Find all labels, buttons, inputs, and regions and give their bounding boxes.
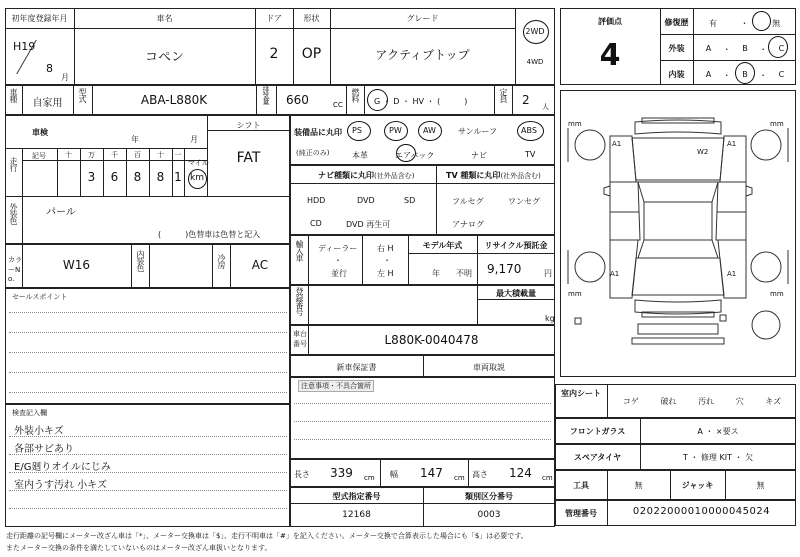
kg-unit: kg [545, 314, 555, 323]
navi-item: CD [310, 219, 322, 228]
equipment-item: TV [525, 150, 536, 159]
color-no: W16 [62, 258, 91, 272]
tools-label: 工具 [573, 481, 589, 490]
option: 有 [708, 19, 717, 28]
score-label: 評価点 [598, 17, 622, 26]
option: ・ [740, 19, 749, 28]
color-no-label: カラーNo. [8, 256, 22, 283]
exterior-grades [700, 44, 790, 55]
inspector-label: 検査記入欄 [12, 409, 47, 417]
height-label: 高さ [472, 470, 488, 479]
parallel: 並行 [331, 269, 347, 278]
mileage-digit: 8 [156, 170, 165, 184]
shape-label: 形状 [303, 14, 320, 23]
mgmt-label: 管理番号 [565, 509, 597, 518]
option: キズ [765, 397, 782, 406]
color-value: パール [46, 207, 76, 218]
recycle-value: 9,170 [487, 262, 522, 276]
equipment-item: PS [352, 126, 362, 135]
exterior-label: 外装 [668, 44, 685, 53]
notes-label: 注意事項・不具合箇所 [298, 380, 374, 392]
model-no: 12168 [342, 510, 371, 520]
model-year-label: モデル年式 [422, 241, 463, 250]
digit-header: 十 [157, 151, 164, 159]
length-value: 339 [330, 466, 353, 480]
cc-unit: CC [333, 101, 343, 109]
inspector-note: 室内うす汚れ 小キズ [14, 480, 107, 491]
dealer-sep: ・ [334, 256, 342, 265]
navi-item: SD [404, 196, 416, 205]
option: ・ [722, 71, 731, 80]
mark-w2: W2 [697, 148, 709, 156]
tools-value: 無 [634, 481, 643, 490]
equipment-item: サンルーフ [458, 127, 497, 136]
option: B [742, 70, 748, 79]
interior-label: 内装 [668, 70, 685, 79]
mileage-digit: 6 [110, 170, 119, 184]
option: 破れ [660, 397, 677, 406]
option: コゲ [622, 397, 639, 406]
equipment-item: ABS [521, 126, 537, 135]
equipment-label: 装備品に丸印 [294, 128, 342, 137]
mileage-digit: 8 [133, 170, 142, 184]
option: 無 [772, 19, 781, 28]
option: A [705, 70, 712, 79]
mark-a1-right: A1 [727, 140, 737, 148]
manual: 車両取説 [473, 363, 505, 372]
equipment-sublabel: (純正のみ) [296, 149, 330, 157]
model: ABA-L880K [140, 93, 208, 107]
mark-a1-rl: A1 [610, 270, 620, 278]
option: A [705, 44, 712, 53]
car-name: コペン [144, 50, 184, 65]
registration-label: 登録番号 [295, 287, 304, 315]
mm-mark-1: mm [568, 120, 582, 128]
spare-label: スペアタイヤ [573, 453, 622, 462]
mileage-label: 走行 [9, 157, 18, 171]
tv-item: ワンセグ [508, 197, 540, 206]
door-label: ドア [266, 14, 282, 23]
navi-label: ナビ種類に丸印(社外品含む) [318, 171, 415, 180]
option: 穴 [735, 397, 744, 406]
option: C [778, 44, 785, 53]
displacement-label: 排気量 [262, 86, 270, 104]
option: ・ [759, 71, 768, 80]
color-label: 外装色 [9, 203, 18, 224]
recycle-label: リサイクル預託金 [484, 241, 548, 250]
displacement: 660 [286, 93, 309, 107]
wheel-fr [751, 130, 781, 160]
digit-header: 一 [174, 151, 182, 159]
month-unit: 月 [61, 73, 69, 82]
option: 汚れ [698, 397, 715, 406]
shift: FAT [236, 150, 261, 166]
repair-label: 修復歴 [664, 18, 689, 27]
capacity: 2 [522, 93, 530, 107]
option: ・ [722, 45, 731, 54]
mark-a1-left: A1 [612, 140, 622, 148]
navi-item: DVD 再生可 [346, 220, 391, 229]
class-no: 0003 [477, 510, 501, 520]
inspector-note: E/G廻りオイルにじみ [14, 462, 111, 473]
h-sep: ・ [383, 256, 391, 265]
category: 自家用 [32, 98, 63, 109]
equipment-item: PW [389, 126, 402, 135]
navi-item: DVD [357, 196, 375, 205]
tv-label: TV 種類に丸印(社外品含む) [446, 171, 541, 180]
drive-2wd: 2WD [525, 27, 545, 36]
model-label: 型式 [78, 88, 87, 102]
wheel-fl [575, 130, 605, 160]
navi-item: HDD [307, 196, 326, 205]
digit-header: 万 [88, 151, 95, 159]
mgmt-value: 02022000010000045024 [632, 506, 771, 517]
inspection-year-unit: 年 [131, 135, 139, 144]
shift-label: シフト [236, 121, 261, 130]
category-label: 車種 [9, 88, 18, 102]
left-h: 左 H [377, 269, 394, 278]
digit-header: 百 [134, 151, 141, 159]
spare-value: T ・ 修理 KIT ・ 欠 [682, 453, 754, 462]
doors: 2 [269, 46, 279, 62]
first-reg-year: H19 [13, 40, 36, 53]
mileage-unit-label: マイル [188, 159, 209, 167]
chassis-value: L880K-0040478 [384, 333, 479, 347]
km-unit: km [190, 173, 204, 183]
shape: OP [301, 46, 322, 62]
first-reg-label: 初年度登録年月 [11, 14, 68, 23]
drive-4wd: 4WD [526, 58, 544, 66]
ac: AC [251, 258, 269, 272]
first-reg-month: 8 [46, 62, 53, 75]
inspector-note: 外装小キズ [14, 426, 64, 437]
fuel-options: G ・ D ・ HV ・ ( ) [374, 97, 468, 106]
option: C [778, 70, 785, 79]
mileage-digit: 1 [174, 170, 182, 184]
equipment-item: AW [423, 126, 436, 135]
inspection-month-unit: 月 [190, 135, 198, 144]
digit-header: 十 [65, 151, 72, 159]
capacity-label: 定員 [499, 88, 508, 102]
windshield-label: フロントガラス [569, 427, 626, 436]
inspector-note: 各部サビあり [14, 444, 74, 455]
new-car-warranty: 新車保証書 [336, 363, 377, 372]
repair-options [697, 18, 792, 29]
tv-item: フルセグ [452, 197, 484, 206]
mm-mark-2: mm [770, 120, 784, 128]
model-year-unknown: 不明 [456, 269, 472, 278]
footer-line2: またメーター交換の条件を満たしていないものはメーター改ざん車扱いとなります。 [6, 544, 272, 552]
sales-point-block [5, 288, 290, 404]
mm-mark-4: mm [770, 290, 784, 298]
right-h: 右 H [377, 244, 394, 253]
mileage-digit: 3 [87, 170, 96, 184]
option: B [742, 44, 748, 53]
spare-circle [752, 311, 780, 339]
width-unit: cm [454, 474, 465, 482]
length-unit: cm [364, 474, 375, 482]
model-no-label: 型式指定番号 [332, 492, 381, 501]
jack-value: 無 [756, 481, 765, 490]
height-value: 124 [509, 466, 532, 480]
sales-point-label: セールスポイント [12, 293, 68, 301]
height-unit: cm [542, 474, 553, 482]
inspection-label: 車検 [32, 128, 48, 137]
max-load-label: 最大積載量 [496, 289, 536, 298]
dealer: ディーラー [318, 244, 358, 253]
digit-header: 千 [111, 151, 118, 159]
person-unit: 人 [542, 103, 549, 111]
class-no-label: 類別区分番号 [465, 492, 513, 501]
interior-grades [700, 70, 790, 81]
footer-line1: 走行距離の記号欄にメーター改ざん車は「*」、メーター交換車は「$」、走行不明車は「#」を記入ください。メーター交換で合算表示した場合にも「$」は必要です。 [6, 532, 528, 540]
chassis-label: 車台番号 [293, 330, 307, 348]
symbol-label: 記号 [32, 152, 46, 160]
model-year-unit: 年 [432, 269, 440, 278]
grade-label: グレード [406, 14, 439, 23]
wheel-rl [575, 252, 605, 282]
seat-label: 室内シート [561, 389, 601, 398]
width-label: 幅 [390, 470, 398, 479]
length-label: 長さ [294, 470, 310, 479]
equipment-item: 本革 [352, 151, 368, 160]
import-label: 輸入車 [295, 240, 304, 261]
seat-items [612, 396, 792, 407]
equipment-item: ナビ [471, 151, 487, 160]
color-note: ( )色替車は色替と記入 [158, 230, 261, 239]
car-name-label: 車名 [156, 14, 173, 23]
windshield-value: A ・ ×要ス [697, 427, 739, 436]
fuel-label: 燃料 [351, 88, 360, 102]
tv-item: アナログ [452, 220, 484, 229]
yen-unit: 円 [544, 269, 552, 278]
interior-color-label: 内装色 [136, 250, 145, 271]
jack-label: ジャッキ [681, 481, 714, 490]
wheel-rr [751, 252, 781, 282]
mm-mark-3: mm [568, 290, 582, 298]
equipment-item: エアバック [395, 151, 435, 160]
option: ・ [759, 45, 768, 54]
score: 4 [599, 38, 621, 73]
grade: アクティブトップ [375, 48, 470, 62]
car-diagram [560, 90, 796, 377]
mark-a1-rr: A1 [727, 270, 737, 278]
ac-label: 冷房 [217, 254, 226, 268]
width-value: 147 [420, 466, 443, 480]
